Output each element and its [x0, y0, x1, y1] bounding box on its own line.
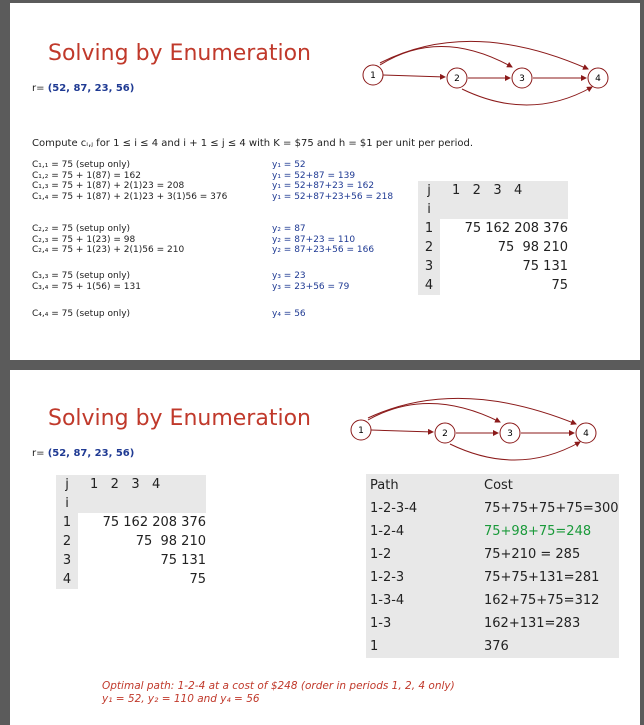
matrix-col-headers: 1 2 3 4 [440, 181, 568, 200]
matrix-col-headers: 1 2 3 4 [78, 475, 206, 494]
c-line: C₂,₄ = 75 + 1(23) + 2(1)56 = 210 [32, 245, 185, 255]
y-line: y₁ = 52 [272, 160, 306, 170]
y-group-4 [272, 309, 306, 320]
node-1 [363, 65, 383, 85]
y-line: y₄ = 56 [272, 309, 306, 319]
c-line: C₃,₄ = 75 + 1(56) = 131 [32, 281, 141, 292]
c-line: C₂,₃ = 75 + 1(23) = 98 [32, 234, 136, 245]
j-label: j [418, 181, 440, 200]
c-group-4 [32, 309, 130, 320]
optimal-path-line: Optimal path: 1-2-4 at a cost of $248 (order in periods 1, 2, 4 only) [102, 680, 455, 692]
slide-1 [10, 3, 640, 360]
matrix-row [56, 551, 206, 570]
row-values: 75 [551, 278, 568, 293]
row-label: 1 [418, 219, 440, 238]
path-cell: 1-2-4 [370, 524, 405, 539]
row-label: 2 [418, 238, 440, 257]
optimal-order-line: y₁ = 52, y₂ = 110 and y₄ = 56 [102, 693, 260, 705]
node-3 [500, 423, 520, 443]
row-label: 2 [56, 532, 78, 551]
r-label: r= [32, 83, 45, 94]
row-label: 1 [56, 513, 78, 532]
c-line: C₁,₃ = 75 + 1(87) + 2(1)23 = 208 [32, 181, 185, 191]
row-values: 75 162 208 376 [464, 221, 568, 236]
arc-2-4 [462, 87, 592, 105]
svg-text:4: 4 [583, 429, 589, 439]
cost-cell: 75+210 = 285 [484, 547, 581, 562]
arc-1-2 [371, 430, 433, 432]
matrix-row [56, 570, 206, 589]
y-group-1 [272, 160, 393, 202]
cost-cell: 376 [484, 639, 509, 654]
y-line: y₂ = 87+23 = 110 [272, 234, 356, 245]
row-values: 75 98 210 [135, 534, 206, 549]
c-line: C₁,₁ = 75 (setup only) [32, 160, 131, 170]
path-graph [348, 392, 608, 477]
matrix-row [418, 257, 568, 276]
y-line: y₁ = 52+87+23 = 162 [272, 181, 375, 191]
r-values: (52, 87, 23, 56) [47, 448, 135, 459]
path-row [366, 543, 619, 566]
row-label: 4 [418, 276, 440, 295]
row-values: 75 131 [522, 259, 568, 274]
arc-2-4 [450, 442, 580, 460]
cost-cell: 162+75+75=312 [484, 593, 600, 608]
r-label: r= [32, 448, 45, 459]
cost-header: Cost [484, 478, 513, 493]
cost-cell: 75+75+131=281 [484, 570, 600, 585]
i-label: i [418, 200, 440, 219]
path-row [366, 497, 619, 520]
i-label: i [56, 494, 78, 513]
matrix-row [418, 219, 568, 238]
path-cell: 1-2-3 [370, 570, 405, 585]
cost-matrix [418, 181, 568, 295]
j-label: j [56, 475, 78, 494]
y-line: y₃ = 23+56 = 79 [272, 281, 350, 292]
y-line: y₂ = 87 [272, 224, 306, 234]
y-line: y₁ = 52+87+23+56 = 218 [272, 191, 394, 202]
cost-cell: 162+131=283 [484, 616, 581, 631]
c-line: C₁,₂ = 75 + 1(87) = 162 [32, 170, 141, 181]
path-row [366, 612, 619, 635]
svg-text:1: 1 [370, 71, 376, 81]
arc-1-2 [383, 75, 445, 77]
cost-matrix [56, 475, 206, 589]
svg-text:2: 2 [442, 429, 448, 439]
row-label: 3 [56, 551, 78, 570]
node-1 [351, 420, 371, 440]
slide-title: Solving by Enumeration [48, 406, 311, 431]
path-row [366, 566, 619, 589]
c-group-1 [32, 160, 227, 202]
c-group-2 [32, 224, 184, 256]
y-line: y₃ = 23 [272, 271, 306, 281]
path-cost-table [366, 474, 619, 658]
arc-1-3 [380, 46, 512, 67]
row-values: 75 98 210 [497, 240, 568, 255]
path-cell: 1-3-4 [370, 593, 405, 608]
path-cell: 1-3 [370, 616, 392, 631]
cost-cell-optimal: 75+98+75=248 [484, 524, 592, 539]
compute-instruction: Compute cᵢ,ⱼ for 1 ≤ i ≤ 4 and i + 1 ≤ j ≤ 4 with K = $75 and h = $1 per unit per period. [32, 138, 474, 149]
c-group-3 [32, 271, 141, 292]
node-2 [435, 423, 455, 443]
y-group-3 [272, 271, 349, 292]
row-label: 4 [56, 570, 78, 589]
matrix-row [418, 276, 568, 295]
arc-1-3 [368, 403, 500, 422]
node-3 [512, 68, 532, 88]
path-row [366, 635, 619, 658]
slide-2 [10, 370, 640, 725]
y-line: y₂ = 87+23+56 = 166 [272, 245, 375, 255]
c-line: C₂,₂ = 75 (setup only) [32, 224, 131, 234]
demand-vector [32, 83, 134, 94]
matrix-row [418, 238, 568, 257]
arc-1-4 [380, 41, 588, 69]
path-cell: 1 [370, 639, 379, 654]
row-label: 3 [418, 257, 440, 276]
svg-text:4: 4 [595, 74, 601, 84]
path-row-optimal [366, 520, 619, 543]
r-values: (52, 87, 23, 56) [47, 83, 135, 94]
matrix-row [56, 532, 206, 551]
svg-text:1: 1 [358, 426, 364, 436]
demand-vector [32, 448, 134, 459]
arc-1-4 [368, 398, 576, 424]
cost-cell: 75+75+75+75=300 [484, 501, 619, 516]
svg-text:2: 2 [454, 74, 460, 84]
row-values: 75 162 208 376 [102, 515, 206, 530]
path-graph [360, 27, 620, 112]
c-line: C₃,₃ = 75 (setup only) [32, 271, 131, 281]
y-group-2 [272, 224, 374, 256]
row-values: 75 131 [160, 553, 206, 568]
node-4 [576, 423, 596, 443]
slide-title: Solving by Enumeration [48, 41, 311, 66]
svg-text:3: 3 [507, 429, 513, 439]
c-line: C₁,₄ = 75 + 1(87) + 2(1)23 + 3(1)56 = 376 [32, 191, 228, 202]
optimal-summary [102, 680, 455, 706]
path-cell: 1-2-3-4 [370, 501, 418, 516]
svg-text:3: 3 [519, 74, 525, 84]
node-4 [588, 68, 608, 88]
path-row [366, 589, 619, 612]
matrix-row [56, 513, 206, 532]
row-values: 75 [189, 572, 206, 587]
c-line: C₄,₄ = 75 (setup only) [32, 309, 131, 319]
path-header: Path [370, 478, 399, 493]
node-2 [447, 68, 467, 88]
y-line: y₁ = 52+87 = 139 [272, 170, 356, 181]
path-cell: 1-2 [370, 547, 392, 562]
